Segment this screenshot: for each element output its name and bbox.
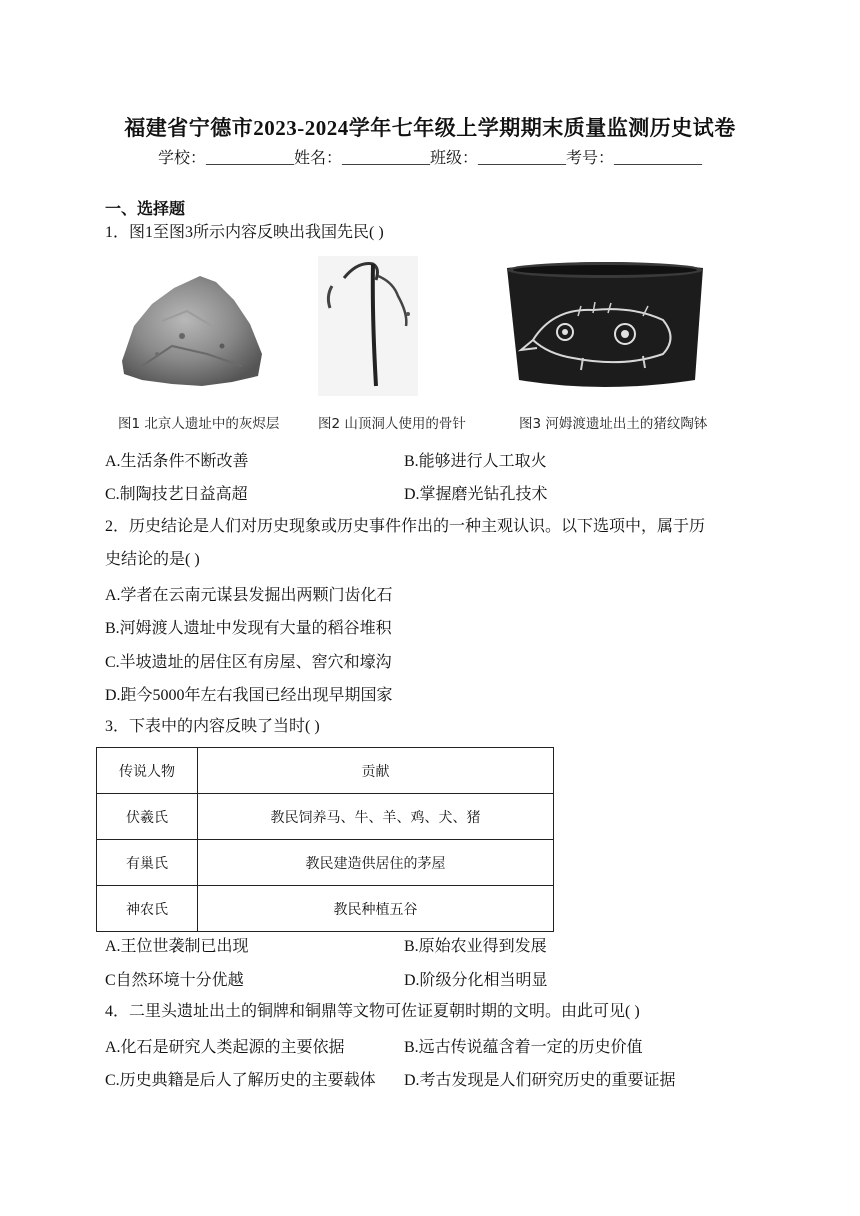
q2-option-b[interactable]: B.河姆渡人遗址中发现有大量的稻谷堆积	[105, 620, 392, 637]
table-row	[97, 886, 554, 932]
q3-option-a[interactable]: A.王位世袭制已出现	[105, 938, 249, 955]
q1-option-c[interactable]: C.制陶技艺日益高超	[105, 486, 248, 503]
question-2-stem-line-2: 史结论的是( )	[105, 551, 200, 568]
figure-3-caption: 图3 河姆渡遗址出土的猪纹陶钵	[519, 416, 708, 432]
question-2-stem-line-1: 2．历史结论是人们对历史现象或历史事件作出的一种主观认识。以下选项中，属于历	[105, 518, 706, 535]
table-row	[97, 840, 554, 886]
figure-1-ash-rock-image	[112, 266, 267, 396]
table-header-cell: 传说人物	[97, 748, 198, 794]
q4-option-d[interactable]: D.考古发现是人们研究历史的重要证据	[404, 1072, 676, 1089]
table-header-cell: 贡献	[198, 748, 554, 794]
table-cell: 教民饲养马、牛、羊、鸡、犬、猪	[198, 794, 554, 840]
table-cell: 教民建造供居住的茅屋	[198, 840, 554, 886]
table-cell: 有巢氏	[97, 840, 198, 886]
q3-option-c[interactable]: C自然环境十分优越	[105, 972, 244, 989]
figure-2-bone-needle-image	[318, 256, 418, 396]
question-3-stem: 3．下表中的内容反映了当时( )	[105, 718, 320, 735]
q4-option-a[interactable]: A.化石是研究人类起源的主要依据	[105, 1039, 345, 1056]
section-title: 一、选择题	[105, 199, 186, 218]
table-cell: 伏羲氏	[97, 794, 198, 840]
legend-figures-table	[96, 747, 554, 932]
q2-option-a[interactable]: A.学者在云南元谋县发掘出两颗门齿化石	[105, 587, 393, 604]
q3-option-b[interactable]: B.原始农业得到发展	[404, 938, 547, 955]
student-info-line: 学校：___________姓名：___________班级：___________考号：___________	[157, 150, 702, 167]
question-4-stem: 4．二里头遗址出土的铜牌和铜鼎等文物可佐证夏朝时期的文明。由此可见( )	[105, 1003, 640, 1020]
q2-option-d[interactable]: D.距今5000年左右我国已经出现早期国家	[105, 687, 393, 704]
q1-option-d[interactable]: D.掌握磨光钻孔技术	[404, 486, 548, 503]
table-header-row	[97, 748, 554, 794]
table-row	[97, 794, 554, 840]
table-cell: 教民种植五谷	[198, 886, 554, 932]
q1-option-a[interactable]: A.生活条件不断改善	[105, 453, 249, 470]
figure-1-caption: 图1 北京人遗址中的灰烬层	[118, 416, 280, 432]
exam-title: 福建省宁德市2023-2024学年七年级上学期期末质量监测历史试卷	[124, 116, 736, 140]
q1-option-b[interactable]: B.能够进行人工取火	[404, 453, 547, 470]
figure-2-caption: 图2 山顶洞人使用的骨针	[318, 416, 466, 432]
q2-option-c[interactable]: C.半坡遗址的居住区有房屋、窖穴和壕沟	[105, 654, 392, 671]
figure-3-pig-pattern-bowl-image	[503, 258, 708, 398]
table-cell: 神农氏	[97, 886, 198, 932]
q4-option-b[interactable]: B.远古传说蕴含着一定的历史价值	[404, 1039, 643, 1056]
question-1-stem: 1．图1至图3所示内容反映出我国先民( )	[105, 224, 384, 241]
q4-option-c[interactable]: C.历史典籍是后人了解历史的主要载体	[105, 1072, 376, 1089]
q3-option-d[interactable]: D.阶级分化相当明显	[404, 972, 548, 989]
